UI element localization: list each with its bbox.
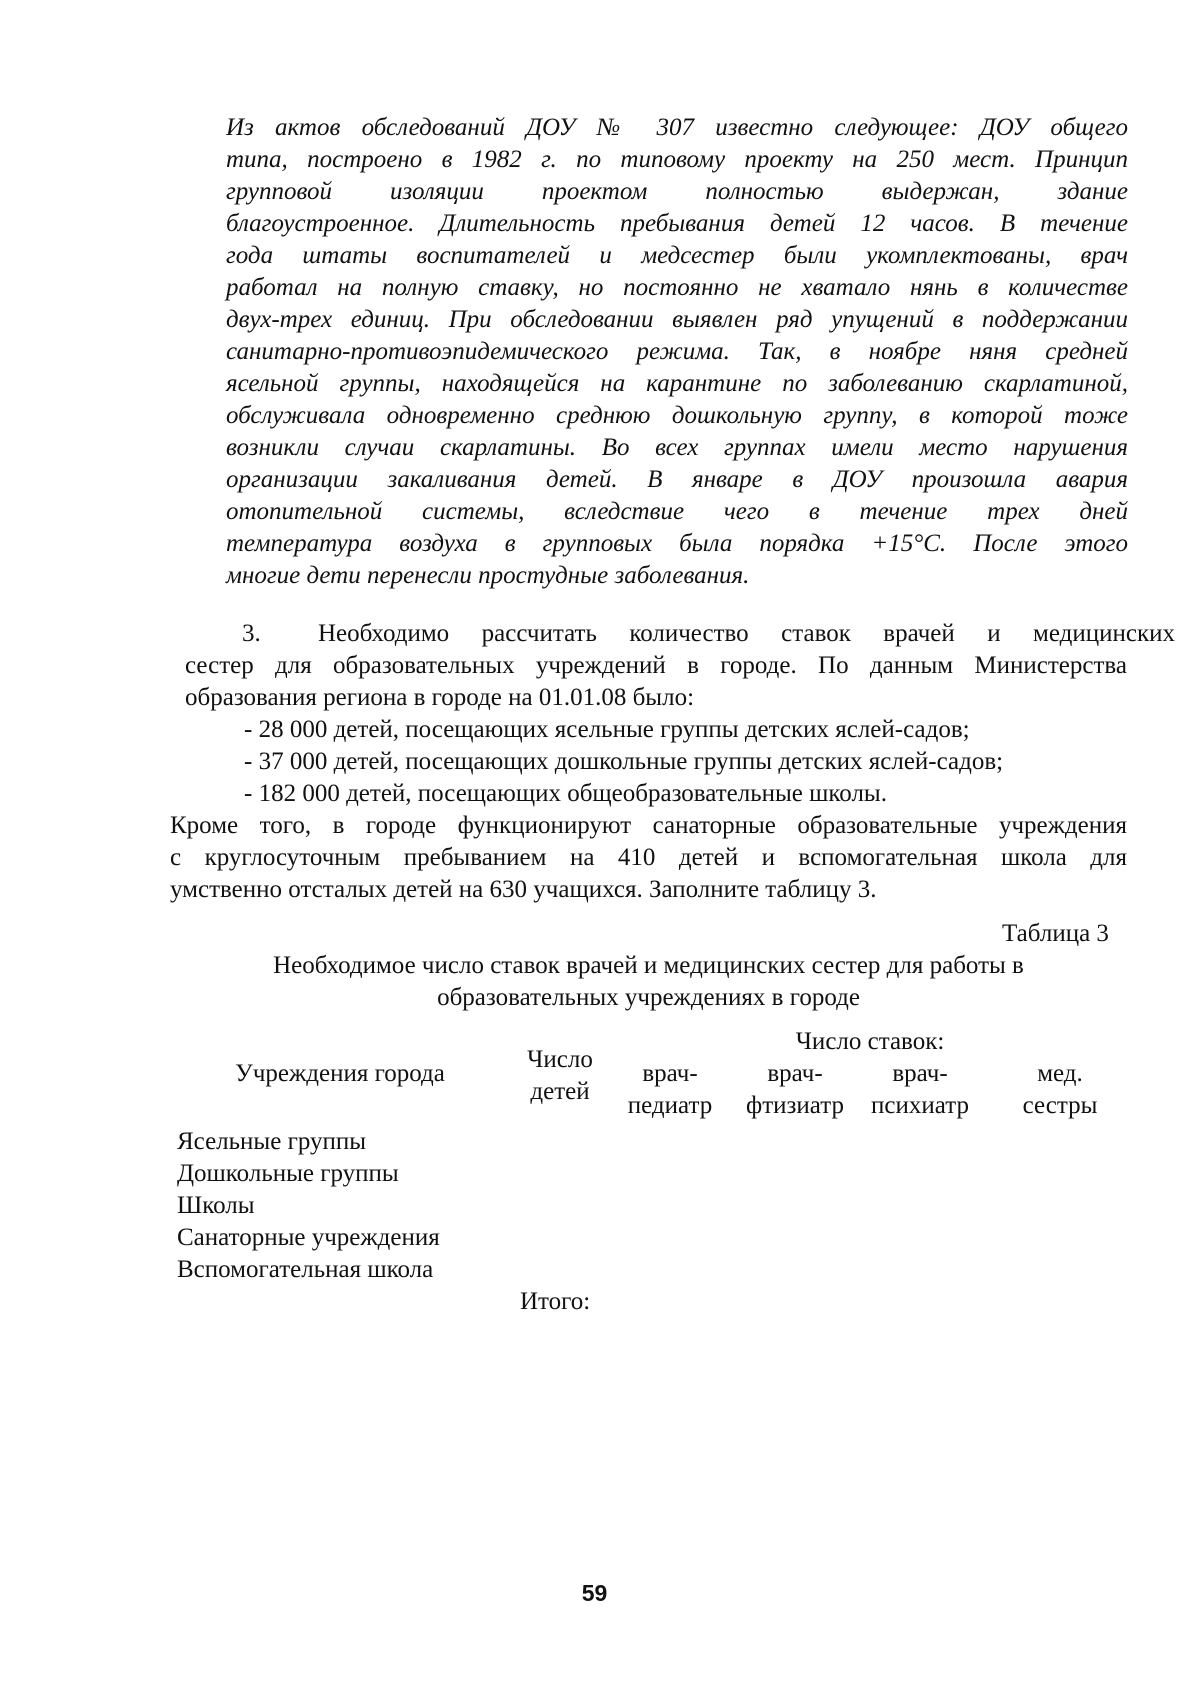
column-header-children: Число [527,1046,593,1073]
case-line: организации закаливания детей. В январе в ДОУ произошла авария [226,466,1128,493]
table-total-label: Итого: [520,1288,591,1315]
case-line: обслуживала одновременно среднюю дошкольную группу, в которой тоже [226,402,1128,429]
column-header-rates: Число ставок: [795,1028,945,1055]
column-header-institutions: Учреждения города [235,1060,445,1087]
case-line: отопительной системы, вследствие чего в течение трех дней [226,498,1128,525]
column-header-rate: врач- [767,1060,823,1087]
task-line: с круглосуточным пребыванием на 410 детей и вспомогательная школа для [170,844,1127,871]
column-header-rate: психиатр [871,1092,969,1119]
table-row-label: Ясельные группы [177,1128,367,1155]
task-line: Кроме того, в городе функционируют санаторные образовательные учреждения [170,812,1127,839]
case-line: температура воздуха в групповых была порядка +15°С. После этого [226,530,1128,557]
column-header-rate: фтизиатр [746,1092,844,1119]
task-number: 3. [242,620,261,647]
table-row-label: Школы [177,1192,255,1219]
column-header-rate: врач- [892,1060,948,1087]
case-line: двух-трех единиц. При обследовании выявлен ряд упущений в поддержании [226,306,1128,333]
column-header-rate: сестры [1022,1092,1098,1119]
case-line: ясельной группы, находящейся на карантине по заболеванию скарлатиной, [226,370,1128,397]
task-line: образования региона в городе на 01.01.08 было: [185,684,695,711]
case-line: благоустроенное. Длительность пребывания детей 12 часов. В течение [226,210,1128,237]
case-line: возникли случаи скарлатины. Во всех группах имели место нарушения [226,434,1128,461]
task-list-item: - 182 000 детей, посещающих общеобразовательные школы. [244,780,887,807]
case-line: многие дети перенесли простудные заболевания. [226,562,750,589]
task-line: сестер для образовательных учреждений в городе. По данным Министерства [185,652,1127,679]
table-row-label: Санаторные учреждения [177,1224,440,1251]
column-header-rate: педиатр [627,1092,713,1119]
table-row-label: Вспомогательная школа [177,1256,434,1283]
table-row-label: Дошкольные группы [177,1160,399,1187]
column-header-children: детей [530,1078,590,1105]
task-list-item: - 37 000 детей, посещающих дошкольные группы детских яслей-садов; [244,748,1004,775]
case-line: работал на полную ставку, но постоянно не хватало нянь в количестве [226,274,1128,301]
task-list-item: - 28 000 детей, посещающих ясельные группы детских яслей-садов; [244,716,970,743]
case-line: Из актов обследований ДОУ № 307 известно следующее: ДОУ общего [226,114,1128,141]
task-line: умственно отсталых детей на 630 учащихся. Заполните таблицу 3. [170,876,877,903]
table-label: Таблица 3 [1002,920,1109,947]
case-line: санитарно-противоэпидемического режима. Так, в ноябре няня средней [226,338,1128,365]
case-line: типа, построено в 1982 г. по типовому проекту на 250 мест. Принцип [226,146,1128,173]
column-header-rate: мед. [1037,1060,1083,1087]
page-number: 59 [581,1580,608,1606]
table-title: образовательных учреждениях в городе [437,984,860,1011]
case-line: года штаты воспитателей и медсестер были укомплектованы, врач [226,242,1128,269]
case-description [226,112,1128,592]
task-line: Необходимо рассчитать количество ставок врачей и медицинских [318,620,1175,647]
case-line: групповой изоляции проектом полностью выдержан, здание [226,178,1128,205]
column-header-rate: врач- [642,1060,698,1087]
table-title: Необходимое число ставок врачей и медицинских сестер для работы в [273,952,1024,979]
